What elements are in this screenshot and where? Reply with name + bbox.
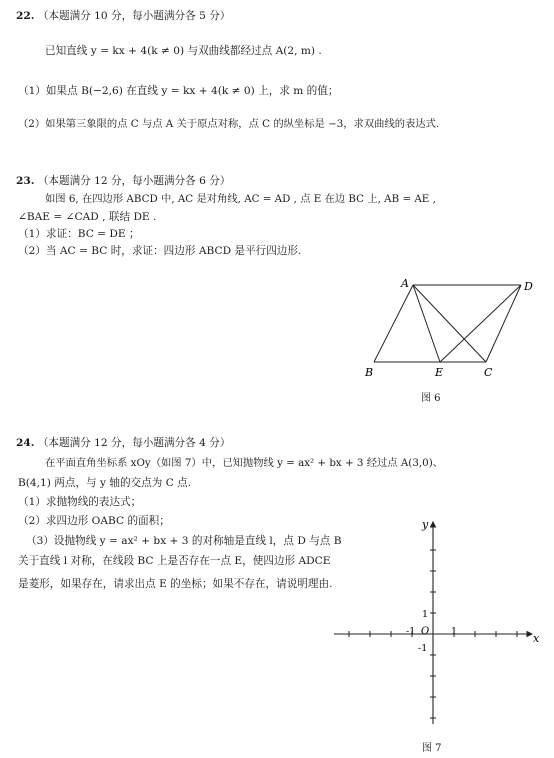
segment-ac (413, 285, 486, 362)
label-a: A (401, 277, 409, 290)
q22-part2: （2）如果第三象限的点 C 与点 A 关于原点对称，点 C 的纵坐标是 −3，求双曲线的表达式. (18, 118, 440, 130)
q23-part1: （1）求证：BC = DE ； (18, 228, 140, 240)
segment-cd (486, 285, 521, 362)
x-axis-label: x (533, 632, 540, 645)
q22-stem: 已知直线 y = kx + 4(k ≠ 0) 与双曲线都经过点 A(2, m) . (45, 45, 322, 57)
q24-part2: （2）求四边形 OABC 的面积； (18, 515, 170, 527)
q24-part3c: 是菱形，如果存在，请求出点 E 的坐标；如果不存在，请说明理由. (18, 578, 333, 590)
segment-ae (413, 285, 440, 362)
q24-part3a: （3）设抛物线 y = ax² + bx + 3 的对称轴是直线 l，点 D 与点 B (26, 535, 342, 547)
q23-stem2: ∠BAE = ∠CAD , 联结 DE . (18, 211, 157, 223)
q24-number: 24. (16, 437, 35, 449)
q24-part1: （1）求抛物线的表达式； (18, 496, 142, 508)
q24-stem2: B(4,1) 两点，与 y 轴的交点为 C 点. (18, 477, 192, 489)
y-tick-neg1: -1 (418, 643, 428, 654)
q22-part1: （1）如果点 B(−2,6) 在直线 y = kx + 4(k ≠ 0) 上，求 m 的值； (18, 85, 339, 97)
label-e: E (435, 366, 444, 379)
q24-part3b: 关于直线 l 对称，在线段 BC 上是否存在一点 E，使四边形 ADCE (18, 555, 331, 567)
q23-header-line (16, 174, 230, 188)
q22-header: （本题满分 10 分，每小题满分各 5 分） (37, 10, 231, 22)
q24-header: （本题满分 12 分，每小题满分各 4 分） (37, 437, 231, 449)
y-tick-pos1: 1 (422, 609, 429, 620)
q23-stem1: 如图 6, 在四边形 ABCD 中, AC 是对角线, AC = AD , 点 E 在边 BC 上, AB = AE , (45, 193, 436, 205)
label-c: C (484, 366, 493, 379)
x-tick-pos1: 1 (451, 626, 458, 637)
figure-7-caption: 图 7 (422, 743, 442, 754)
figure-6 (355, 276, 545, 381)
q24-stem1: 在平面直角坐标系 xOy（如图 7）中，已知抛物线 y = ax² + bx + 3 经过点 A(3,0)、 (45, 457, 444, 469)
segment-de (440, 285, 521, 362)
q24-header-line (16, 436, 230, 450)
q23-number: 23. (16, 175, 35, 187)
figure-7 (330, 514, 545, 732)
q23-header: （本题满分 12 分，每小题满分各 6 分） (37, 175, 231, 187)
figure-6-caption: 图 6 (421, 393, 441, 404)
q23-part2: （2）当 AC = BC 时，求证：四边形 ABCD 是平行四边形. (18, 245, 302, 257)
label-d: D (524, 280, 533, 293)
q22-header-line (16, 9, 230, 23)
q22-number: 22. (16, 10, 35, 22)
x-tick-neg1: -1 (406, 626, 416, 637)
origin-label: O (421, 626, 430, 637)
label-b: B (365, 366, 374, 379)
segment-ab (374, 285, 413, 362)
y-axis-label: y (422, 518, 429, 531)
